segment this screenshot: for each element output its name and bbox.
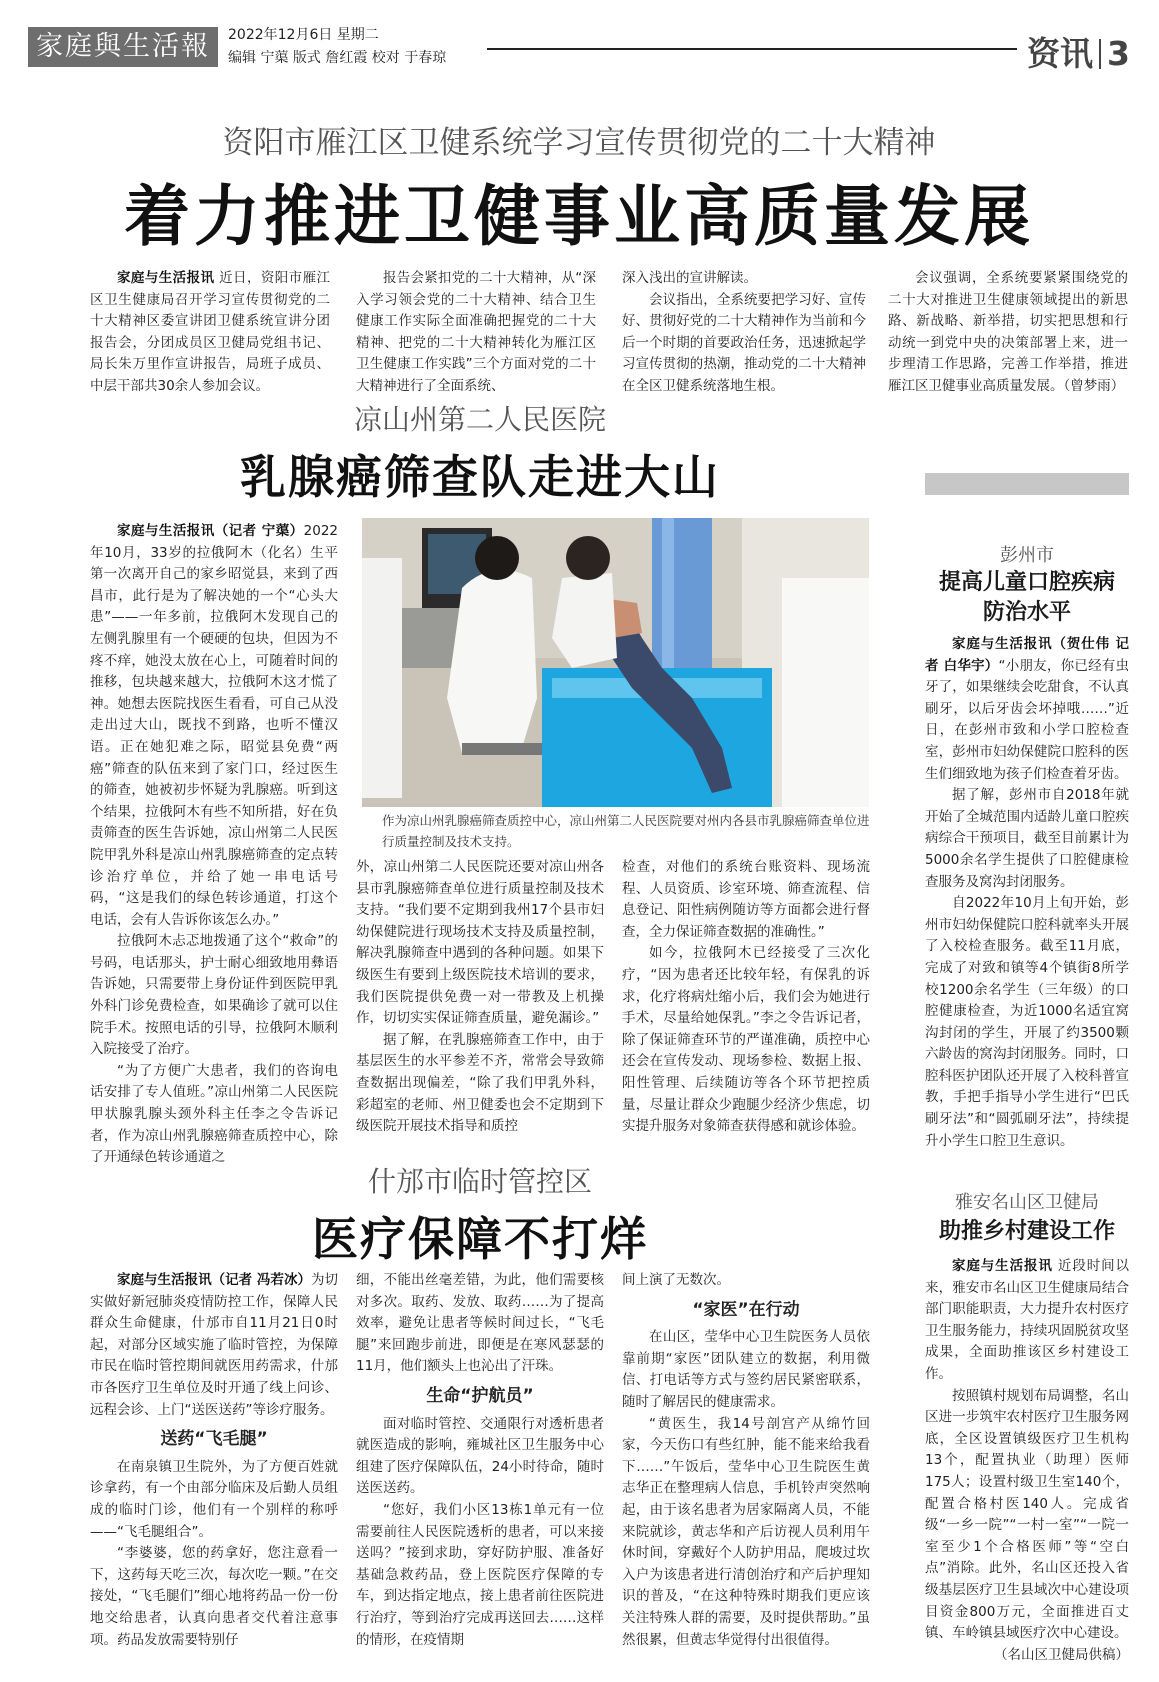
sidebar1-p3-text: 自2022年10月上旬开始，彭州市妇幼保健院口腔科就率头开展了入校检查服务。截至11月底，完成了对致和镇等4个镇街8所学校1200余名学生（三年级）的口腔健康检查，为近1000名适宜窝沟封闭的学生，开展了约3500颗六龄齿的窝沟封闭服务。同时，口腔科医护团队还开展了入校科普宣教，手把手指导小学生进行“巴氏刷牙法”和“圆弧刷牙法”，持续提升小学生口腔卫生意识。	[925, 895, 1129, 1149]
article3-col2	[356, 1270, 604, 1651]
sidebar1-body	[925, 634, 1129, 1152]
article3-col3b-text: 在山区，莹华中心卫生院医务人员依靠前期“家医”团队建立的数据，利用微信、打电话等方式与签约居民紧密联系，随时了解居民的健康需求。	[622, 1329, 870, 1410]
article1-col3-text: 深入浅出的宣讲解读。	[622, 270, 757, 286]
header-rule	[487, 48, 1017, 50]
article3-col3c-text: “黄医生，我14号剖宫产从绵竹回家，今天伤口有些红肿，能不能来给我看下……”午饭后，莹华中心卫生院医生黄志华正在整理病人信息，手机铃声突然响起，由于该名患者为居家隔离人员，不能来院就诊，黄志华和产后访视人员利用午休时间，穿戴好个人防护用品，爬坡过坎入户为该患者进行清创治疗和产后护理知识的普及，“在这种特殊时期我们更应该关注特殊人群的需要，及时提供帮助。”虽然很累，但黄志华觉得付出很值得。	[622, 1415, 870, 1648]
sidebar2-headline: 助推乡村建设工作	[938, 1219, 1115, 1244]
article3-subhead-1: 送药“飞毛腿”	[160, 1429, 268, 1450]
sidebar1-p1-text: “小朋友，你已经有虫牙了，如果继续会吃甜食，不认真刷牙，以后牙齿会坏掉哦……”近日，在彭州市致和小学口腔检查室，彭州市妇幼保健院口腔科的医生们细致地为孩子们检查着牙齿。	[925, 657, 1130, 782]
sidebar2-p1-text: 近段时间以来，雅安市名山区卫生健康局结合部门职能职责，大力提升农村医疗卫生服务能力，持续巩固脱贫攻坚成果，全面助推该区乡村建设工作。	[925, 1258, 1130, 1382]
article2-col1c-text: “为了方便广大患者，我们的咨询电话安排了专人值班。”凉山州第二人民医院甲状腺乳腺头颈外科主任李之令告诉记者，作为凉山州乳腺癌筛查质控中心，除了开通绿色转诊通道之	[90, 1062, 338, 1166]
article2-lead: 家庭与生活报讯（记者 宁蕖）	[117, 523, 304, 539]
article3-lead: 家庭与生活报讯（记者 冯若冰）	[117, 1272, 311, 1288]
article3-col1b-text: 在南泉镇卫生院外，为了方便百姓就诊拿药，有一个由部分临床及后勤人员组成的临时门诊，他们有一个别样的称呼——“飞毛腿组合”。	[90, 1458, 338, 1540]
article3-headline: 医疗保障不打烊	[312, 1212, 648, 1266]
article1-col1-text: 近日，资阳市雁江区卫生健康局召开学习宣传贯彻党的二十大精神区委宣讲团卫健系统宣讲分团报告会，分团成员区卫健局党组书记、局长朱万里作宣讲报告，局班子成员、中层干部共30余人参加会议。	[90, 270, 331, 394]
article2-headline: 乳腺癌筛查队走进大山	[240, 450, 720, 504]
article1-col3b-text: 会议指出，全系统要把学习好、宣传好、贯彻好党的二十大精神作为当前和今后一个时期的首要政治任务，迅速掀起学习宣传贯彻的热潮，推动党的二十大精神在全区卫健系统落地生根。	[622, 291, 866, 394]
staff-line: 编辑 宁蕖 版式 詹红霞 校对 于春琼	[228, 50, 447, 66]
article3-col1a-text: 为切实做好新冠肺炎疫情防控工作，保障人民群众生命健康，什邡市自11月21日0时起，对部分区域实施了临时管控，为保障市民在临时管控期间就医用药需求，什邡市各医疗卫生单位及时开通了线上问诊、远程会诊、上门“送医送药”等诊疗服务。	[90, 1272, 339, 1418]
article3-col2b-text: 面对临时管控、交通限行对透析患者就医造成的影响，雍城社区卫生服务中心组建了医疗保障队伍，24小时待命，随时送医送药。	[356, 1415, 604, 1497]
article3-col1	[90, 1270, 338, 1651]
article1-lead: 家庭与生活报讯	[117, 270, 215, 286]
article2-col1b-text: 拉俄阿木忐忑地拨通了这个“救命”的号码，电话那头，护士耐心细致地用彝语告诉她，只需要带上身份证件到医院甲乳外科门诊免费检查，如果确诊了就可以住院手术。按照电话的引导，拉俄阿木顺利入院接受了治疗。	[90, 933, 338, 1058]
article2-col3	[622, 857, 870, 1138]
article1-headline: 着力推进卫健事业高质量发展	[124, 177, 1034, 255]
date-line: 2022年12月6日 星期二	[228, 27, 379, 43]
sidebar2-byline: （名山区卫健局供稿）	[994, 1646, 1129, 1663]
article1-col2-text: 报告会紧扣党的二十大精神，从“深入学习领会党的二十大精神、结合卫生健康工作实际全面准确把握党的二十大精神、把党的二十大精神转化为雁江区卫生健康工作实践”三个方面对党的二十大精神进行了全面系统、	[356, 270, 596, 394]
article3-kicker: 什邡市临时管控区	[367, 1165, 592, 1198]
sidebar1-headline-line2: 防治水平	[982, 600, 1071, 625]
page-number: 3	[1107, 34, 1130, 73]
article3-col3	[622, 1270, 870, 1651]
sidebar1-p2-text: 据了解，彭州市自2018年就开始了全城范围内适龄儿童口腔疾病综合干预项目，截至目前累计为5000余名学生提供了口腔健康检查服务及窝沟封闭服务。	[925, 787, 1129, 890]
article3-subhead-3: “家医”在行动	[692, 1299, 800, 1320]
article3-col3a-text: 间上演了无数次。	[622, 1272, 730, 1288]
masthead-logo: 家庭與生活報	[28, 27, 218, 67]
screening-photo-image	[362, 518, 869, 807]
article1-col1	[90, 268, 330, 398]
article2-col2b-text: 据了解，在乳腺癌筛查工作中，由于基层医生的水平参差不齐，常常会导致筛查数据出现偏差，“除了我们甲乳外科，彩超室的老师、州卫健委也会不定期到下级医院开展技术指导和质控	[356, 1031, 604, 1135]
article2-col1	[90, 521, 338, 1169]
article2-col1a-text: 2022年10月，33岁的拉俄阿木（化名）生平第一次离开自己的家乡昭觉县，来到了西昌市，此行是为了解决她的一个“心头大患”——一年多前，拉俄阿木发现自己的左侧乳腺里有一个硬硬的包块，但因为不疼不痒，她没太放在心上，可随着时间的推移，包块越来越大，拉俄阿木这才慌了神。她想去医院找医生看看，可自己从没走出过大山，既找不到路，也听不懂汉语。正在她犯难之际，昭觉县免费“两癌”筛查的队伍来到了家门口，经过医生的筛查，她被初步怀疑为乳腺癌。听到这个结果，拉俄阿木有些不知所措，好在负责筛查的医生告诉她，凉山州第二人民医院甲乳外科是凉山州乳腺癌筛查的定点转诊治疗单位，并给了她一串电话号码，“这是我们的绿色转诊通道，打这个电话，会有人告诉你该怎么办。”	[90, 523, 338, 928]
sidebar2-lead: 家庭与生活报讯	[952, 1258, 1053, 1274]
sidebar1-kicker: 彭州市	[1000, 545, 1054, 566]
article3-col2c-text: “您好，我们小区13栋1单元有一位需要前往人民医院透析的患者，可以来接送吗？”接到求助，穿好防护服、准备好基础急救药品，登上医院医疗保障的专车，到达指定地点，接上患者前往医院进行治疗，等到治疗完成再送回去……这样的情形，在疫情期	[356, 1501, 604, 1648]
article2-col3b-text: 如今，拉俄阿木已经接受了三次化疗，“因为患者还比较年轻，有保乳的诉求，化疗将病灶缩小后，我们会为她进行手术，尽量给她保乳。”李之令告诉记者，除了保证筛查环节的严谨准确，质控中心还会在宣传发动、现场参检、数据上报、阳性管理、后续随访等各个环节把控质量，尽量让群众少跑腿少经济少焦虑，切实提升服务对象筛查获得感和就诊体验。	[622, 945, 870, 1135]
article3-subhead-2: 生命“护航员”	[426, 1385, 534, 1406]
sidebar1-lead: 家庭与生活报讯（贺仕伟 记者 白华宇）	[925, 636, 1129, 674]
section-name: 资讯	[1027, 34, 1093, 73]
article1-col2	[356, 268, 596, 398]
sidebar2-body	[925, 1256, 1129, 1666]
article2-col2a-text: 外，凉山州第二人民医院还要对凉山州各县市乳腺癌筛查单位进行质量控制及技术支持。“我们要不定期到我州17个县市妇幼保健院进行现场技术支持及质量控制，解决乳腺筛查中遇到的各种问题。如果下级医生有要到上级医院技术培训的要求，我们医院提供免费一对一带教及上机操作，切切实实保证筛查质量，避免漏诊。”	[356, 859, 604, 1027]
section-divider	[1099, 39, 1101, 69]
article3-col1c-text: “李婆婆，您的药拿好，您注意看一下，这药每天吃三次，每次吃一颗。”在交接处，“飞毛腿们”细心地将药品一份一份地交给患者，认真向患者交代着注意事项。药品发放需要特别仔	[90, 1545, 338, 1648]
sidebar2-p2-text: 按照镇村规划布局调整，名山区进一步筑牢农村医疗卫生服务网底，全区设置镇级医疗卫生机构13个，配置执业（助理）医师175人；设置村级卫生室140个，配置合格村医140人。完成省级“一乡一院”“一村一室”“一院一室至少1个合格医师”等“空白点”消除。此外，名山区还投入省级基层医疗卫生县域次中心建设项目资金800万元，全面推进百丈镇、车岭镇县域医疗次中心建设。	[925, 1387, 1129, 1642]
article1-col3	[622, 268, 866, 398]
article1-col4	[888, 268, 1128, 398]
sidebar-gray-bar	[925, 473, 1129, 495]
article2-kicker: 凉山州第二人民医院	[353, 403, 606, 436]
article3-col2a-text: 细，不能出丝毫差错，为此，他们需要核对多次。取药、发放、取药……为了提高效率，避免让患者等候时间过长，“飞毛腿”来回跑步前进，即便是在寒风瑟瑟的11月，他们额头上也沁出了汗珠。	[356, 1272, 604, 1375]
article2-col3a-text: 检查，对他们的系统台账资料、现场流程、人员资质、诊室环境、筛查流程、信息登记、阳性病例随访等方面都会进行督查，全力保证筛查数据的准确性。”	[622, 859, 870, 940]
article1-col4-text: 会议强调，全系统要紧紧围绕党的二十大对推进卫生健康领域提出的新思路、新战略、新举措，切实把思想和行动统一到党中央的决策部署上来，进一步理清工作思路，完善工作举措，推进雁江区卫健事业高质量发展。	[888, 270, 1128, 394]
section-label	[1027, 28, 1130, 75]
article2-col2	[356, 857, 604, 1138]
sidebar1-headline-line1: 提高儿童口腔疾病	[938, 570, 1115, 595]
article1-byline: （曾梦雨）	[1063, 377, 1125, 394]
article2-photo	[362, 518, 869, 807]
article2-caption: 作为凉山州乳腺癌筛查质控中心，凉山州第二人民医院要对州内各县市乳腺癌筛查单位进行质量控制及技术支持。	[382, 813, 870, 849]
sidebar2-kicker: 雅安名山区卫健局	[955, 1192, 1099, 1213]
article1-kicker: 资阳市雁江区卫健系统学习宣传贯彻党的二十大精神	[222, 125, 936, 161]
